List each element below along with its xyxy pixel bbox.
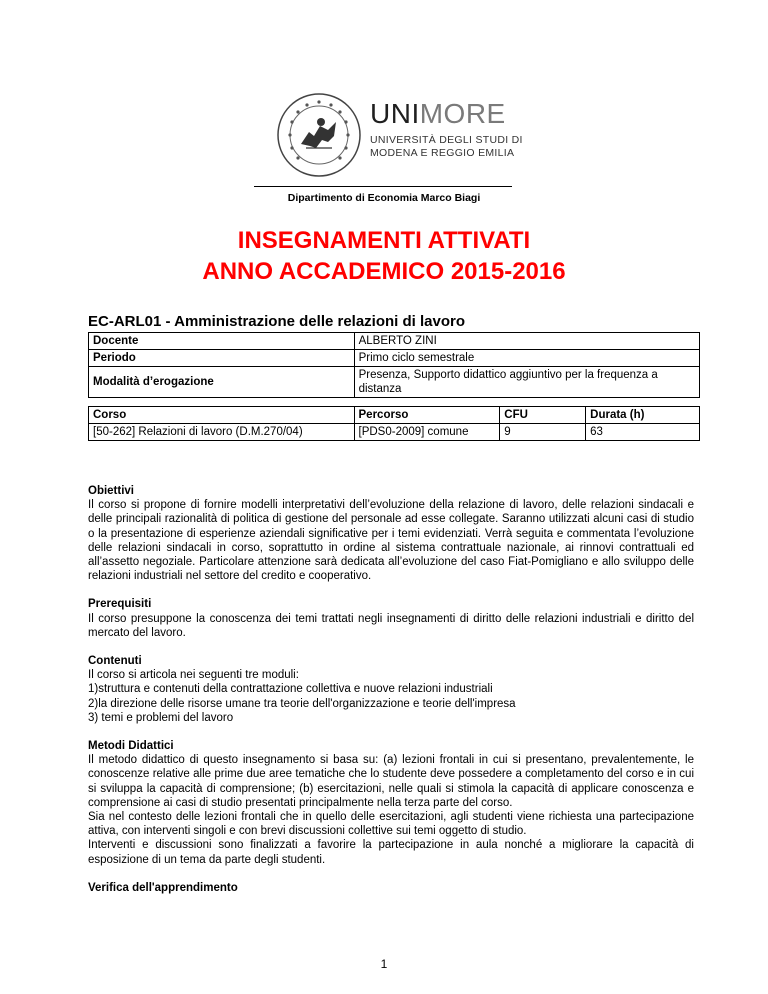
- periodo-label: Periodo: [89, 350, 355, 367]
- course-details-table: [88, 406, 700, 441]
- table-row: [89, 367, 700, 398]
- table-row: [89, 424, 700, 441]
- section-title: Verifica dell'apprendimento: [88, 881, 238, 894]
- table-header-row: [89, 407, 700, 424]
- section-title: Prerequisiti: [88, 598, 152, 611]
- section-title: Contenuti: [88, 655, 142, 668]
- table-row: [89, 350, 700, 367]
- section-title: Metodi Didattici: [88, 740, 174, 753]
- section-paragraph: Interventi e discussioni sono finalizzati a favorire la partecipazione in aula nonché a migliorare la capacità di esposizione di un tema da parte degli studenti.: [88, 839, 694, 866]
- section-obiettivi: [88, 484, 694, 583]
- column-header: CFU: [500, 407, 586, 424]
- section-contenuti: [88, 654, 694, 725]
- page-title-line2: ANNO ACCADEMICO 2015-2016: [202, 258, 566, 285]
- section-metodi-didattici: [88, 739, 694, 867]
- table-cell: [50-262] Relazioni di lavoro (D.M.270/04): [89, 424, 355, 441]
- docente-value: ALBERTO ZINI: [354, 333, 699, 350]
- periodo-value: Primo ciclo semestrale: [354, 350, 699, 367]
- list-item: 3) temi e problemi del lavoro: [88, 711, 234, 724]
- list-item: 1)struttura e contenuti della contrattazione collettiva e nuove relazioni industriali: [88, 683, 493, 696]
- docente-label: Docente: [89, 333, 355, 350]
- course-heading: EC-ARL01 - Amministrazione delle relazioni di lavoro: [88, 313, 466, 330]
- section-text: Il corso si propone di fornire modelli interpretativi dell’evoluzione della relazione di lavoro, delle relazioni sindacali e delle principali razionalità di politica di gestione del personale ad esse collegate. Saranno utilizzati alcuni casi di studio o la presentazione di esperienze aziendali significative per i temi evidenziati. Verrà seguita e commentata l’evoluzione delle relazioni sindacali in corso, soprattutto in ordine al sistema contrattuale nazionale, ai rinnovi contrattuali ed all’assetto negoziale. Particolare attenzione sarà dedicata all’evoluzione del caso Fiat-Pomigliano e allo sviluppo delle relazioni industriali nel settore del credito e cooperativo.: [88, 499, 694, 583]
- section-verifica: [88, 881, 694, 895]
- unimore-logo: [370, 98, 506, 130]
- document-body: [88, 484, 694, 909]
- department-name: Dipartimento di Economia Marco Biagi: [287, 192, 481, 204]
- logo-more: MORE: [419, 98, 506, 129]
- section-prerequisiti: [88, 597, 694, 640]
- column-header: Percorso: [354, 407, 500, 424]
- column-header: Durata (h): [586, 407, 700, 424]
- logo-university-line2: MODENA E REGGIO EMILIA: [370, 147, 515, 159]
- course-info-table: [88, 332, 700, 398]
- table-cell: [PDS0-2009] comune: [354, 424, 500, 441]
- page-title-line1: INSEGNAMENTI ATTIVATI: [237, 227, 531, 254]
- department-divider: [254, 186, 512, 187]
- section-text: Il corso presuppone la conoscenza dei temi trattati negli insegnamenti di diritto delle relazioni industriali e diritto del mercato del lavoro.: [88, 612, 694, 639]
- letterhead: [0, 0, 768, 204]
- page-number: 1: [380, 957, 388, 971]
- table-row: [89, 333, 700, 350]
- section-paragraph: Il metodo didattico di questo insegnamento si basa su: (a) lezioni frontali in cui si presentano, prevalentemente, le conoscenze relative alle prime due aree tematiche che lo studente deve possedere a completamento del corso e in cui si sviluppa la capacità di comprensione; (b) esercitazioni, nelle quali si stimola la capacità di applicare conoscenza e comprensione ai casi di studio presentati principalmente nella terza parte del corso.: [88, 754, 694, 809]
- section-paragraph: Sia nel contesto delle lezioni frontali che in quello delle esercitazioni, agli studenti viene richiesta una partecipazione attiva, con interventi singoli e con brevi discussioni collettive sui temi oggetto di studio.: [88, 811, 694, 838]
- table-cell: 63: [586, 424, 700, 441]
- table-cell: 9: [500, 424, 586, 441]
- modalita-label: Modalità d’erogazione: [89, 367, 355, 398]
- column-header: Corso: [89, 407, 355, 424]
- logo-uni: UNI: [370, 98, 420, 129]
- university-seal-icon: [276, 92, 362, 178]
- list-item: 2)la direzione delle risorse umane tra teorie dell'organizzazione e teorie dell'impresa: [88, 697, 516, 710]
- modalita-value: Presenza, Supporto didattico aggiuntivo per la frequenza a distanza: [354, 367, 699, 398]
- logo-university-line1: UNIVERSITÀ DEGLI STUDI DI: [370, 134, 523, 146]
- section-title: Obiettivi: [88, 485, 135, 497]
- list-item: Il corso si articola nei seguenti tre moduli:: [88, 669, 299, 682]
